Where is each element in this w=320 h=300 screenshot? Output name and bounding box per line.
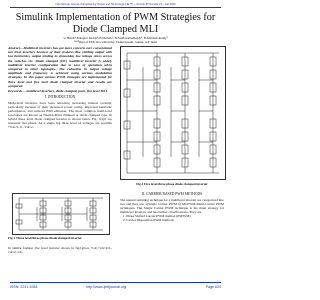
header-rule <box>10 7 221 8</box>
left-column <box>8 46 112 129</box>
footer-url[interactable]: http://www.ijettjournal.org <box>86 285 127 289</box>
footer-issn: ISSN: 2231-5381 <box>10 285 38 289</box>
figure-2-circuit <box>120 46 226 180</box>
introduction-text: Multi-level inverters have been attracting increasing interest recently, particularly because of their increased power rating, improved harmonic performance, and reduced EMI emission. The most common multi-level topologies are known as Neutral-Point clamped or diode clamped type. In hybrid these level diode clamped inverter is shown below Fig. 1(a)if top represent two phase. As a single leg three level of voltages are possible +Vdc/2, 0, -Vdc/2. <box>8 100 112 130</box>
section-heading-introduction: I. INTRODUCTION <box>44 95 76 100</box>
figure-1-caption: Fig.1 Three level/three phase diode clamped inverter <box>8 236 82 240</box>
figure-1-text: In similar fashion five level inverter shown in fig2.gives +vdc,+vdc/2,0,-vdc/2,-vdc. <box>8 246 112 255</box>
figure-1-schematic <box>13 194 109 234</box>
author-names: V. Harish¹,B.Rajeev Reddy², B.Nirmala³, D.SaiPrasannaReddy⁴, B.Abhilash Reddy⁵ <box>63 36 168 40</box>
footer-page-number: Page 634 <box>205 285 221 289</box>
journal-header: International Journal of Engineering Trends and Technology (IJETT) – Volume 30 Number 12 – Jan 2016 <box>55 3 176 6</box>
figure-1-circuit <box>12 193 110 235</box>
right-column-text <box>120 190 224 222</box>
list-item-cdpwm: 2. Carrier Disposition PWM methods <box>123 217 174 222</box>
paper-title: Simulink Implementation of PWM Strategies for Diode Clamped MLI <box>15 12 216 35</box>
list-item-pspwm: 1. Phase Shifted Carrier PWM method (PSPWM) <box>123 213 191 218</box>
footer-rule <box>10 282 221 283</box>
figure-2-schematic <box>121 47 225 179</box>
authors-block <box>12 37 219 44</box>
section-heading-carrier-pwm: II. CARRIER BASED PWM METHODS <box>141 192 203 196</box>
carrier-pwm-text: The natural sampling technique for a multilevel inverter are categorized into two and they are: a)Single Carrier PWM b) MCPWM-Multi-Carrier PWM techniques. The Single Carrier PWM technique is the main strategy for multilevel inverters and has further classifications. They are <box>120 197 224 214</box>
affiliation: ¹²³⁴⁵Dept of EEE, KG University, Vaddeswaram, Guntur, A.P. India <box>73 39 158 44</box>
keywords: Keywords— multilevel inverters, diode clamped, pwm, five level MLI. <box>8 89 108 94</box>
figure-2-caption: Fig.2 Five level three phase diode clamped inverter <box>136 182 208 186</box>
abstract: Abstract—Multilevel inverters has got more concern over conventional two level inverters because of their features like yielding output with low harmonics, output tending to sinusoidal, low voltage stress across the switches etc. Diode clamped (DC) multilevel inverter is widely multilevel inverter configuration due to ease of operation when compared to other topologies. The reduction in output voltage amplitude and frequency is achieved using various modulation strategies. In this paper various PWM strategies are implemented for three level and five level diode clamped inverter and results are compared. <box>8 46 112 88</box>
